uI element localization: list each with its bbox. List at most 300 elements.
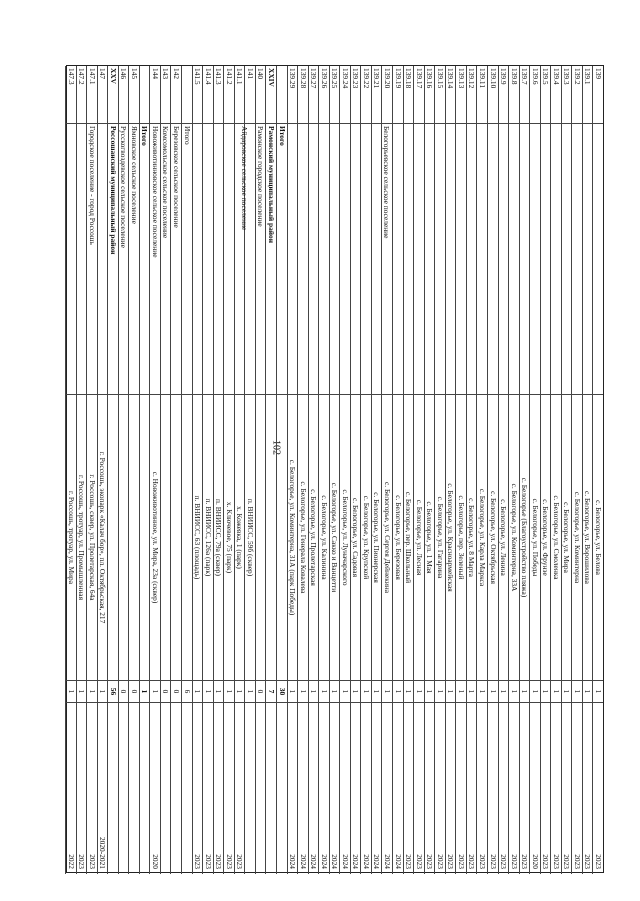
row-address xyxy=(172,394,182,681)
row-count: 1 xyxy=(583,681,593,703)
row-count: 1 xyxy=(245,681,255,703)
row-number: 139.13 xyxy=(456,66,466,124)
row-address xyxy=(161,394,171,681)
table-row xyxy=(118,66,129,874)
row-year xyxy=(266,703,276,874)
row-name xyxy=(414,124,424,394)
row-count: 0 xyxy=(256,681,266,703)
row-number: 143 xyxy=(161,66,171,124)
row-number: 139.14 xyxy=(446,66,456,124)
row-year: 2024 xyxy=(319,854,329,869)
row-year: 2023 xyxy=(224,854,234,869)
row-count: 1 xyxy=(467,681,477,703)
table-row xyxy=(308,66,319,874)
row-count: 1 xyxy=(477,681,487,703)
row-name: Россошанский муниципальный район xyxy=(108,126,118,255)
row-number: 139.7 xyxy=(520,66,530,124)
row-name xyxy=(520,124,530,394)
row-address: п. ВНИИСС, 79а (сквер) xyxy=(214,394,224,681)
row-name xyxy=(77,124,87,394)
row-year: 2023 xyxy=(477,854,487,869)
row-address: с. Новоживотинное, ул. Мира, 23а (сквер) xyxy=(150,394,160,681)
row-year xyxy=(119,703,129,874)
row-address: с. Белогорье, ул. Березовая xyxy=(393,394,403,681)
row-number: 139.9 xyxy=(499,66,509,124)
table-row xyxy=(550,66,561,874)
row-address xyxy=(108,394,118,681)
row-address: х. Ключевое, 75 (парк) xyxy=(224,394,234,681)
row-count: 1 xyxy=(140,681,150,703)
table-row xyxy=(192,66,203,874)
row-count: 1 xyxy=(593,681,603,703)
table-row xyxy=(65,66,76,874)
row-name xyxy=(551,124,561,394)
table-row xyxy=(350,66,361,874)
row-name xyxy=(541,124,551,394)
table-row xyxy=(498,66,509,874)
page-number: 102 xyxy=(270,440,282,455)
row-count: 0 xyxy=(119,681,129,703)
row-number: 146 xyxy=(119,66,129,124)
table-row xyxy=(181,66,192,874)
row-number: 139.23 xyxy=(351,66,361,124)
row-address: с. Белогорье, ул. Октябрьская xyxy=(488,394,498,681)
row-count: 1 xyxy=(488,681,498,703)
row-number: 139.5 xyxy=(541,66,551,124)
row-year: 2023 xyxy=(235,854,245,869)
row-count: 1 xyxy=(98,681,108,703)
row-count: 1 xyxy=(425,681,435,703)
row-name xyxy=(530,124,540,394)
row-number: 139.8 xyxy=(509,66,519,124)
row-name: Итого xyxy=(182,126,192,145)
row-name xyxy=(330,124,340,394)
table-row xyxy=(466,66,477,874)
row-address: с. Белогорье, ул. Мира xyxy=(562,394,572,681)
row-name xyxy=(425,124,435,394)
row-year xyxy=(245,703,255,874)
table-row xyxy=(571,66,582,874)
row-address: с. Белогорье, ул. Ворошилова xyxy=(583,394,593,681)
row-name: Городское поселение - город Россошь xyxy=(87,126,97,245)
row-number: 141.2 xyxy=(224,66,234,124)
row-name xyxy=(66,124,76,394)
row-year: 2023 xyxy=(404,854,414,869)
table-row xyxy=(529,66,540,874)
row-name xyxy=(319,124,329,394)
row-number: 139.12 xyxy=(467,66,477,124)
row-address xyxy=(182,394,192,681)
row-name xyxy=(593,124,603,394)
row-count: 1 xyxy=(235,681,245,703)
row-address: с. Белогорье, ул. Карла Маркса xyxy=(477,394,487,681)
table-row xyxy=(445,66,456,874)
row-name xyxy=(361,124,371,394)
row-name xyxy=(446,124,456,394)
table-row xyxy=(455,66,466,874)
row-address: с. Белогорье, пер. Школьный xyxy=(404,394,414,681)
table-row xyxy=(213,66,224,874)
row-address xyxy=(266,394,276,681)
row-year: 2024 xyxy=(340,854,350,869)
row-name xyxy=(224,124,234,394)
row-number: 139.17 xyxy=(414,66,424,124)
row-name xyxy=(456,124,466,394)
row-number: 145 xyxy=(129,66,139,124)
table-row xyxy=(487,66,498,874)
row-count: 6 xyxy=(182,681,192,703)
row-year xyxy=(161,703,171,874)
row-year: 2023 xyxy=(594,854,603,869)
row-count: 30 xyxy=(277,681,287,703)
row-name xyxy=(509,124,519,394)
row-count: 1 xyxy=(551,681,561,703)
table-row xyxy=(97,66,108,874)
row-number: 139.27 xyxy=(309,66,319,124)
row-name xyxy=(477,124,487,394)
row-count: 1 xyxy=(77,681,87,703)
row-name xyxy=(583,124,593,394)
row-address: с. Белогорье, ул. Победы xyxy=(530,394,540,681)
row-year: 2024 xyxy=(383,854,393,869)
row-address: с. Белогорье, ул. Коминтерна, 31А (парк Победы) xyxy=(288,394,298,681)
row-year: 2023 xyxy=(467,854,477,869)
table-row xyxy=(360,66,371,874)
row-count: 1 xyxy=(319,681,329,703)
row-number: 139.16 xyxy=(425,66,435,124)
row-number: 141.1 xyxy=(235,66,245,124)
row-address: с. Белогорье, ул. Белова xyxy=(593,394,603,681)
row-count: 1 xyxy=(351,681,361,703)
row-name xyxy=(435,124,445,394)
table-row xyxy=(413,66,424,874)
row-count: 1 xyxy=(298,681,308,703)
row-year: 2023 xyxy=(87,854,97,869)
row-address xyxy=(119,394,129,681)
row-year xyxy=(129,703,139,874)
row-address xyxy=(256,394,266,681)
row-count: 1 xyxy=(309,681,319,703)
table-row xyxy=(318,66,329,874)
row-number: 139.29 xyxy=(288,66,298,124)
table-row xyxy=(149,66,160,874)
row-address: с. Белогорье, ул. 8 Марта xyxy=(467,394,477,681)
row-address: с. Белогорье, ул. Луначарского xyxy=(340,394,350,681)
row-name xyxy=(298,124,308,394)
row-address: с. Белогорье, пер. Зеленый xyxy=(456,394,466,681)
row-year: 2020 xyxy=(150,854,160,869)
row-number: 147.1 xyxy=(87,66,97,124)
row-count: 1 xyxy=(509,681,519,703)
row-count: 1 xyxy=(435,681,445,703)
row-year xyxy=(108,703,118,874)
row-address: с. Белогорье, ул. Калинина xyxy=(319,394,329,681)
row-number: 139.24 xyxy=(340,66,350,124)
row-number: 139.6 xyxy=(530,66,540,124)
row-address: п. ВНИИСС, 63 (площадь) xyxy=(193,394,203,681)
table-row xyxy=(371,66,382,874)
row-number: 139.2 xyxy=(572,66,582,124)
row-year xyxy=(172,703,182,874)
row-number: 139.1 xyxy=(583,66,593,124)
row-address: с. Белогорье, ул. Крупской xyxy=(361,394,371,681)
row-number xyxy=(277,66,287,124)
row-count: 1 xyxy=(456,681,466,703)
table-row xyxy=(424,66,435,874)
row-number: 139 xyxy=(593,66,603,124)
row-name xyxy=(351,124,361,394)
row-year: 2023 xyxy=(77,854,87,869)
row-year: 2023 xyxy=(541,854,551,869)
row-number: 139.25 xyxy=(330,66,340,124)
table-row xyxy=(139,66,150,874)
row-count: 0 xyxy=(161,681,171,703)
table-row xyxy=(265,66,276,874)
row-name: Березовское сельское поселение xyxy=(172,126,182,228)
row-year xyxy=(256,703,266,874)
row-count: 1 xyxy=(340,681,350,703)
row-address: п. ВНИИСС, 59б (сквер) xyxy=(245,394,255,681)
row-name xyxy=(393,124,403,394)
table-row xyxy=(582,66,593,874)
row-name xyxy=(404,124,414,394)
row-year xyxy=(277,703,287,874)
row-year: 2023 xyxy=(446,854,456,869)
row-name: Рамонское городское поселение xyxy=(256,126,266,227)
row-address: с. Белогорье, ул. Пролетарская xyxy=(309,394,319,681)
table-row xyxy=(434,66,445,874)
row-year: 2022 xyxy=(66,854,76,869)
row-count: 1 xyxy=(214,681,224,703)
row-number: 139.26 xyxy=(319,66,329,124)
row-number: 141 xyxy=(245,66,255,124)
row-name xyxy=(193,124,203,394)
row-address: с. Белогорье, ул. Лесная xyxy=(414,394,424,681)
row-count: 1 xyxy=(87,681,97,703)
row-name: Русскогвоздевское сельское поселение xyxy=(119,126,129,248)
row-address: г. Россошь, тротуар, ул. Мира xyxy=(66,394,76,681)
table-row xyxy=(392,66,403,874)
row-name xyxy=(214,124,224,394)
row-address: с. Белогорье, ул. Смоленка xyxy=(551,394,561,681)
table-row xyxy=(107,66,118,874)
row-number: 142 xyxy=(172,66,182,124)
row-year: 2023 xyxy=(193,854,203,869)
row-count: 1 xyxy=(499,681,509,703)
row-year: 2023 xyxy=(456,854,466,869)
row-address: п. ВНИИСС, 126а (парк) xyxy=(203,394,213,681)
row-address: с. Белогорье, ул. Красноармейская xyxy=(446,394,456,681)
row-number: 139.28 xyxy=(298,66,308,124)
row-count: 1 xyxy=(530,681,540,703)
row-number: 139.10 xyxy=(488,66,498,124)
row-count: 1 xyxy=(372,681,382,703)
row-address: с. Белогорье, ул. Коминтерна xyxy=(572,394,582,681)
table-row xyxy=(160,66,171,874)
row-year: 2023 xyxy=(203,854,213,869)
row-address: с. Белогорье, ул. Сакко и Ванцетти xyxy=(330,394,340,681)
row-address: с. Белогорье, ул. Сергея Дейнекина xyxy=(382,394,392,681)
row-number: 139.3 xyxy=(562,66,572,124)
table-row xyxy=(86,66,97,874)
row-count: 1 xyxy=(562,681,572,703)
row-year: 2023 xyxy=(551,854,561,869)
row-address xyxy=(277,394,287,681)
row-count: 1 xyxy=(330,681,340,703)
table-row xyxy=(202,66,213,874)
row-address: г. Россошь, экопарк «Калач бор», пл. Октябрьская, 217 xyxy=(98,394,108,681)
row-name xyxy=(467,124,477,394)
row-address: г. Россошь, тротуар, ул. Промышленная xyxy=(77,394,87,681)
settlement-label-belogorye: Белогорьевское сельское поселение xyxy=(382,126,391,239)
row-number: 147.2 xyxy=(77,66,87,124)
row-year: 2020-2021 xyxy=(98,836,108,869)
row-year: 2020 xyxy=(530,854,540,869)
table-row xyxy=(287,66,298,874)
row-count: 1 xyxy=(288,681,298,703)
row-number: 141.3 xyxy=(214,66,224,124)
table-row xyxy=(561,66,572,874)
row-count: 1 xyxy=(224,681,234,703)
row-address xyxy=(140,394,150,681)
table-row xyxy=(128,66,139,874)
row-year: 2024 xyxy=(330,854,340,869)
row-count: 1 xyxy=(150,681,160,703)
row-address: с. Белогорье, ул. Садовая xyxy=(351,394,361,681)
table-row xyxy=(171,66,182,874)
row-count: 1 xyxy=(203,681,213,703)
row-number: XXV xyxy=(108,66,118,124)
row-number xyxy=(182,66,192,124)
row-count: 1 xyxy=(361,681,371,703)
row-number: 139.19 xyxy=(393,66,403,124)
row-address: с. Белогорье, ул. Пионерская xyxy=(372,394,382,681)
row-year: 2023 xyxy=(520,854,530,869)
table-row xyxy=(255,66,266,874)
row-name: Комсомольское сельское поселение xyxy=(161,126,171,239)
row-address: с. Белогорье, ул. Генерала Ковалева xyxy=(298,394,308,681)
row-name: Итого xyxy=(277,126,287,146)
row-count: 1 xyxy=(404,681,414,703)
row-number: 139.21 xyxy=(372,66,382,124)
table-row xyxy=(339,66,350,874)
row-name xyxy=(203,124,213,394)
row-year: 2023 xyxy=(509,854,519,869)
row-number: 139.11 xyxy=(477,66,487,124)
row-number: 139.15 xyxy=(435,66,445,124)
row-number: 144 xyxy=(150,66,160,124)
row-year: 2023 xyxy=(425,854,435,869)
row-year xyxy=(140,703,150,874)
row-year: 2023 xyxy=(214,854,224,869)
row-count: 7 xyxy=(266,681,276,703)
settlement-label-aidarovskoe: Айдаровское сельское поселение xyxy=(240,126,249,231)
row-address: с. Белогорье (Благоустройство пляжа) xyxy=(520,394,530,681)
table-row xyxy=(403,66,414,874)
row-name xyxy=(499,124,509,394)
table-row xyxy=(592,66,603,874)
row-year: 2023 xyxy=(488,854,498,869)
row-number: 140 xyxy=(256,66,266,124)
row-count: 1 xyxy=(520,681,530,703)
row-year: 2024 xyxy=(393,854,403,869)
row-year: 2023 xyxy=(499,854,509,869)
row-count: 1 xyxy=(414,681,424,703)
row-year xyxy=(182,703,192,874)
table-row xyxy=(223,66,234,874)
row-name xyxy=(572,124,582,394)
row-address: с. Белогорье, ул. 1 Мая xyxy=(425,394,435,681)
row-name xyxy=(288,124,298,394)
row-year: 2024 xyxy=(298,854,308,869)
row-count: 1 xyxy=(541,681,551,703)
row-name xyxy=(488,124,498,394)
row-number: 139.22 xyxy=(361,66,371,124)
table-row xyxy=(476,66,487,874)
row-name xyxy=(372,124,382,394)
table-row xyxy=(508,66,519,874)
row-count: 56 xyxy=(108,681,118,703)
row-address: с. Белогорье, ул. Фрунзе xyxy=(541,394,551,681)
table-row xyxy=(297,66,308,874)
row-name: Рамонский муниципальный район xyxy=(266,126,276,243)
table-row xyxy=(540,66,551,874)
data-table xyxy=(66,65,604,873)
table-row xyxy=(276,66,287,874)
row-address: х. Кожевка, 1 (парк) xyxy=(235,394,245,681)
row-year: 2024 xyxy=(361,854,371,869)
row-year: 2024 xyxy=(309,854,319,869)
row-name xyxy=(562,124,572,394)
row-number: XXIV xyxy=(266,66,276,124)
row-count: 1 xyxy=(66,681,76,703)
row-count: 0 xyxy=(172,681,182,703)
row-address: с. Белогорье, ул. Ленина xyxy=(499,394,509,681)
row-year: 2024 xyxy=(288,854,298,869)
row-number: 141.5 xyxy=(193,66,203,124)
row-number: 141.4 xyxy=(203,66,213,124)
row-number: 147 xyxy=(98,66,108,124)
row-name: Новоживотинновское сельское поселение xyxy=(150,126,160,258)
row-name xyxy=(340,124,350,394)
row-address xyxy=(129,394,139,681)
row-count: 1 xyxy=(572,681,582,703)
row-address: с. Белогорье, ул. Коминтерна, 33А xyxy=(509,394,519,681)
row-address: г. Россошь, сквер, ул. Пролетарская, 64а xyxy=(87,394,97,681)
row-number: 139.20 xyxy=(382,66,392,124)
table-row xyxy=(329,66,340,874)
row-number: 139.18 xyxy=(404,66,414,124)
table-row xyxy=(519,66,530,874)
row-count: 0 xyxy=(129,681,139,703)
row-address: с. Белогорье, ул. Гагарина xyxy=(435,394,445,681)
row-year: 2023 xyxy=(435,854,445,869)
row-number: 147.3 xyxy=(66,66,76,124)
row-year: 2023 xyxy=(414,854,424,869)
row-name: Итого xyxy=(140,126,150,146)
row-number xyxy=(140,66,150,124)
row-year: 2023 xyxy=(572,854,582,869)
row-count: 1 xyxy=(446,681,456,703)
table-row xyxy=(76,66,87,874)
row-year: 2024 xyxy=(372,854,382,869)
row-count: 1 xyxy=(393,681,403,703)
row-year: 2023 xyxy=(562,854,572,869)
row-number: 139.4 xyxy=(551,66,561,124)
table-rotation-frame xyxy=(66,65,640,869)
row-count: 1 xyxy=(382,681,392,703)
row-count: 1 xyxy=(193,681,203,703)
